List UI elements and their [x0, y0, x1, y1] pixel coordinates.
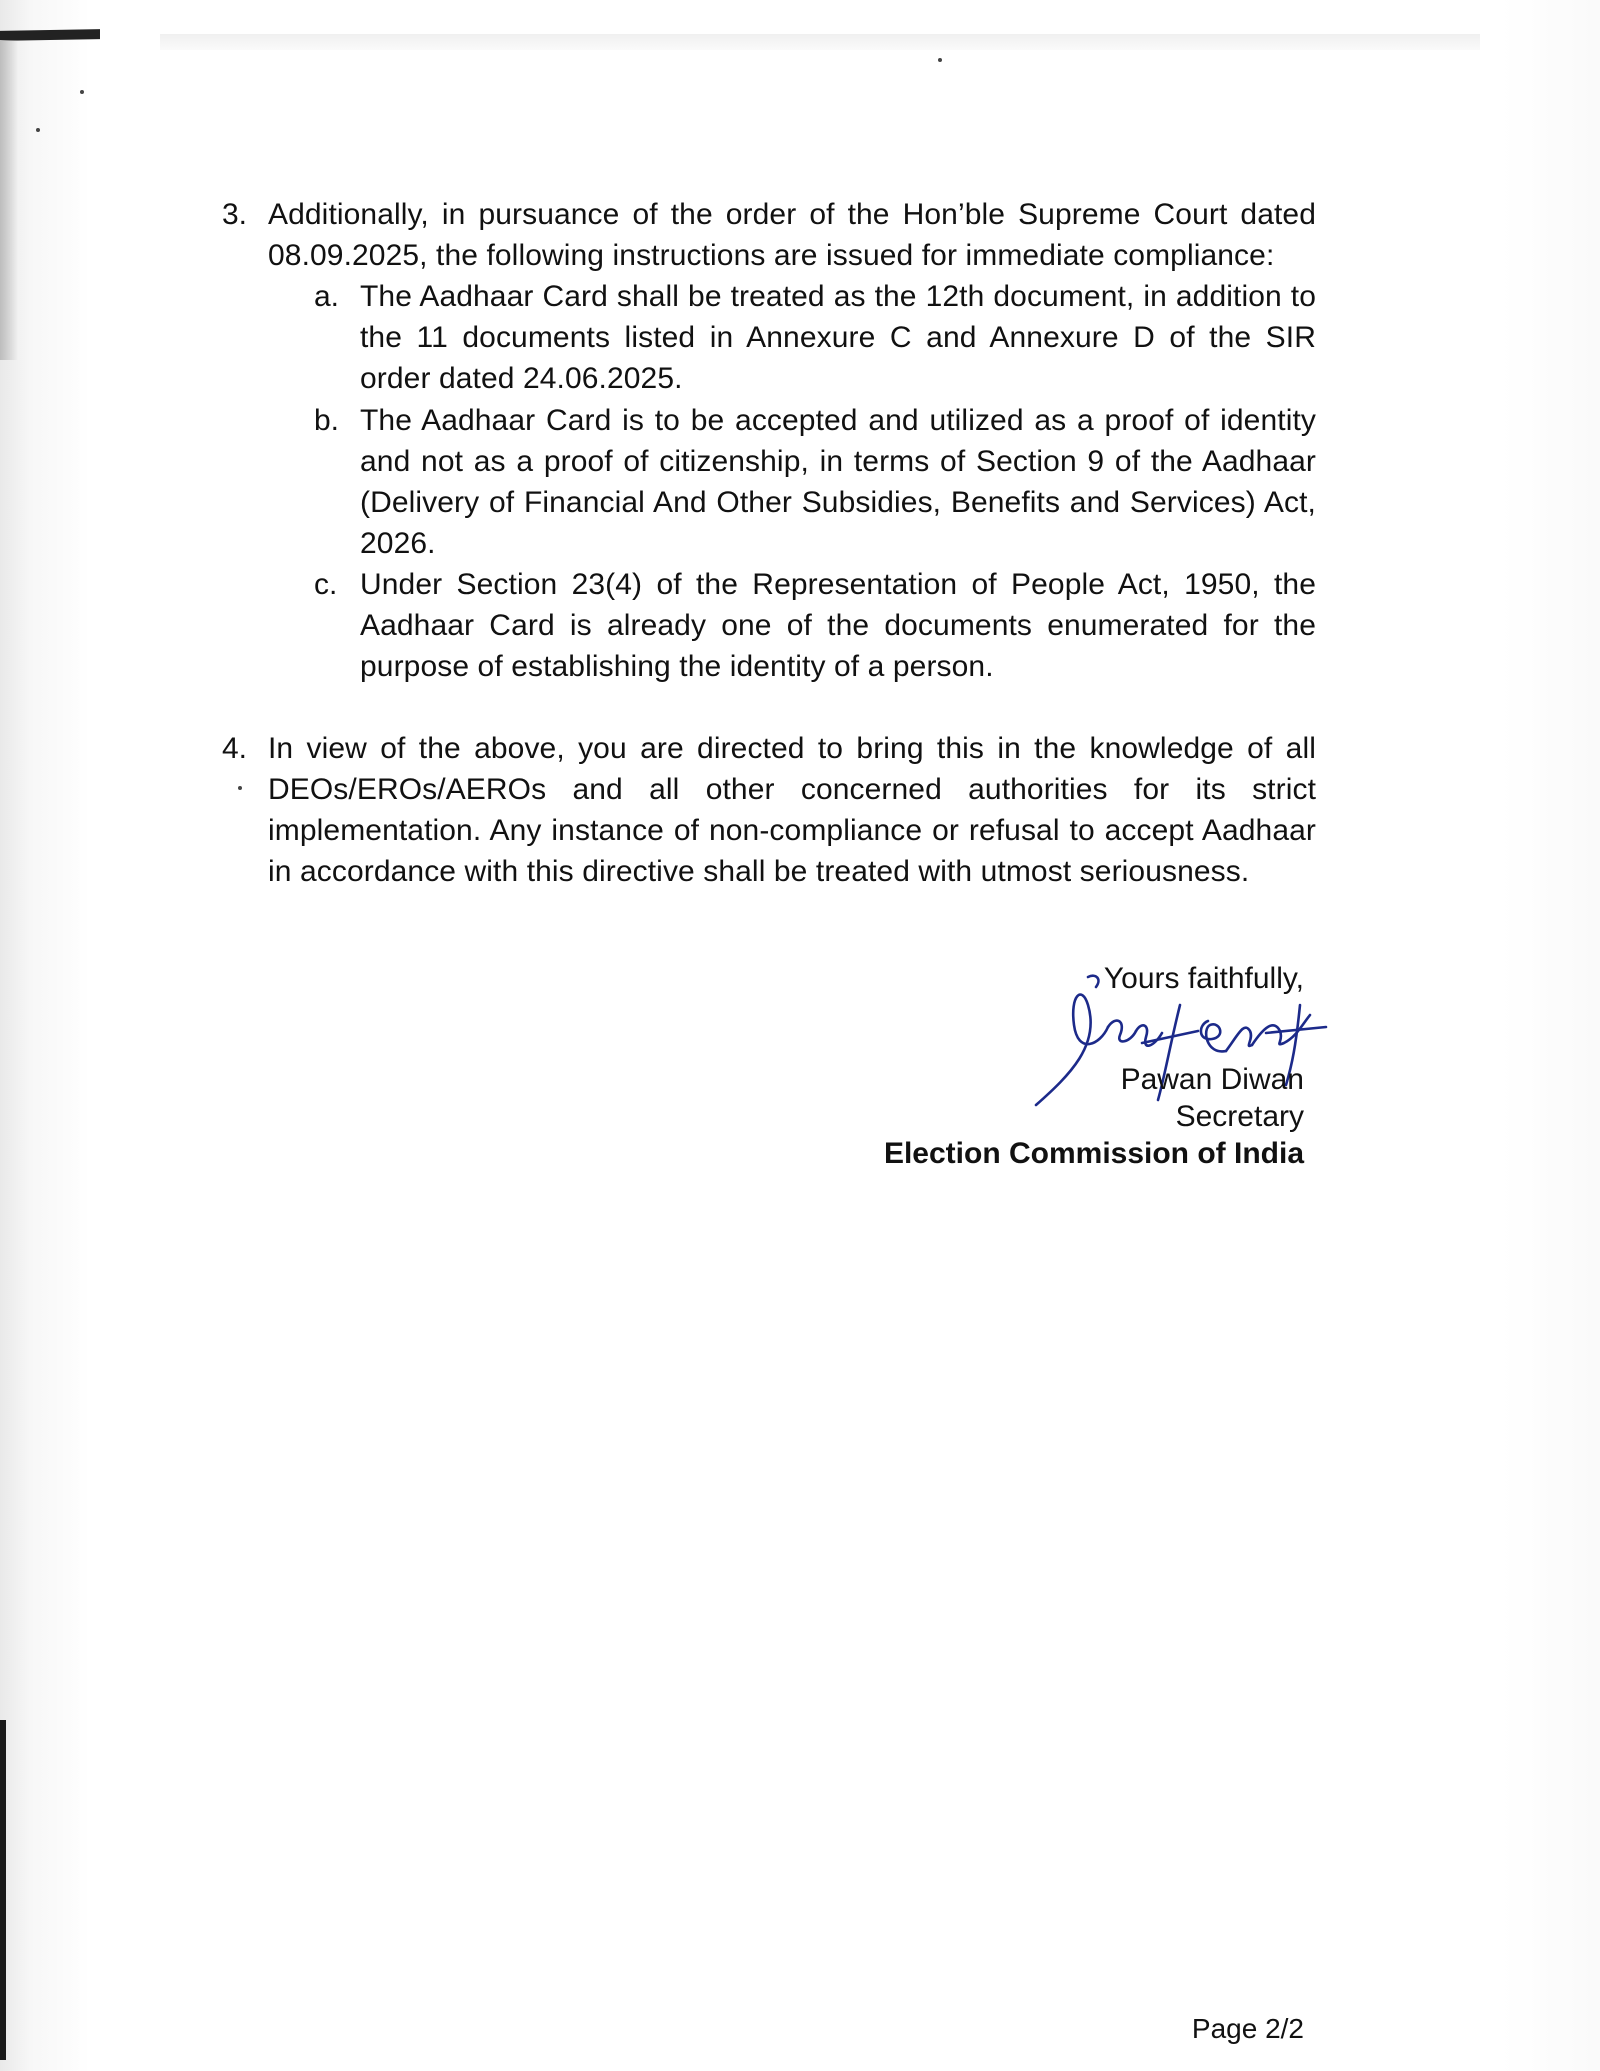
scan-speck — [238, 786, 242, 790]
signature-space — [884, 997, 1304, 1061]
scan-left-border — [0, 1720, 6, 2060]
closing-salutation: Yours faithfully, — [1103, 962, 1304, 995]
item-3b-text: The Aadhaar Card is to be accepted and utilized as a proof of identity and not as a proof of citizenship, in terms of Section 9 of the Aadhaar (Delivery of Financial And Other Subsidies, Benefits and Services) Act, 2026. — [360, 404, 1316, 560]
scan-speck — [80, 90, 84, 94]
item-4-number: 4. — [222, 732, 248, 765]
signatory-name: Pawan Diwan — [1120, 1063, 1304, 1096]
signatory-designation: Secretary — [1175, 1100, 1304, 1133]
closing-block — [884, 960, 1304, 1172]
item-3-text: Additionally, in pursuance of the order of the Hon’ble Supreme Court dated 08.09.2025, the following instructions are issued for immediate compliance: — [268, 198, 1316, 272]
item-3c-letter: c. — [314, 568, 338, 601]
scan-top-edge — [160, 34, 1480, 50]
scan-speck — [36, 128, 40, 132]
page-number: Page 2/2 — [1191, 2013, 1304, 2044]
item-3-number: 3. — [222, 198, 248, 231]
item-3a-letter: a. — [314, 280, 340, 313]
item-3c-text: Under Section 23(4) of the Representation of People Act, 1950, the Aadhaar Card is already one of the documents enumerated for the purpose of establishing the identity of a person. — [360, 568, 1316, 683]
scan-speck — [938, 58, 942, 62]
item-4-text: In view of the above, you are directed to bring this in the knowledge of all DEOs/EROs/AEROs and all other concerned authorities for its strict implementation. Any instance of non-compliance or refusal to accept Aadhaar in accordance with this directive shall be treated with utmost seriousness. — [268, 732, 1316, 888]
item-3b-letter: b. — [314, 404, 340, 437]
item-3a-text: The Aadhaar Card shall be treated as the 12th document, in addition to the 11 documents listed in Annexure C and Annexure D of the SIR order dated 24.06.2025. — [360, 280, 1316, 395]
scan-left-shadow — [0, 40, 18, 360]
signatory-organization: Election Commission of India — [883, 1137, 1304, 1170]
